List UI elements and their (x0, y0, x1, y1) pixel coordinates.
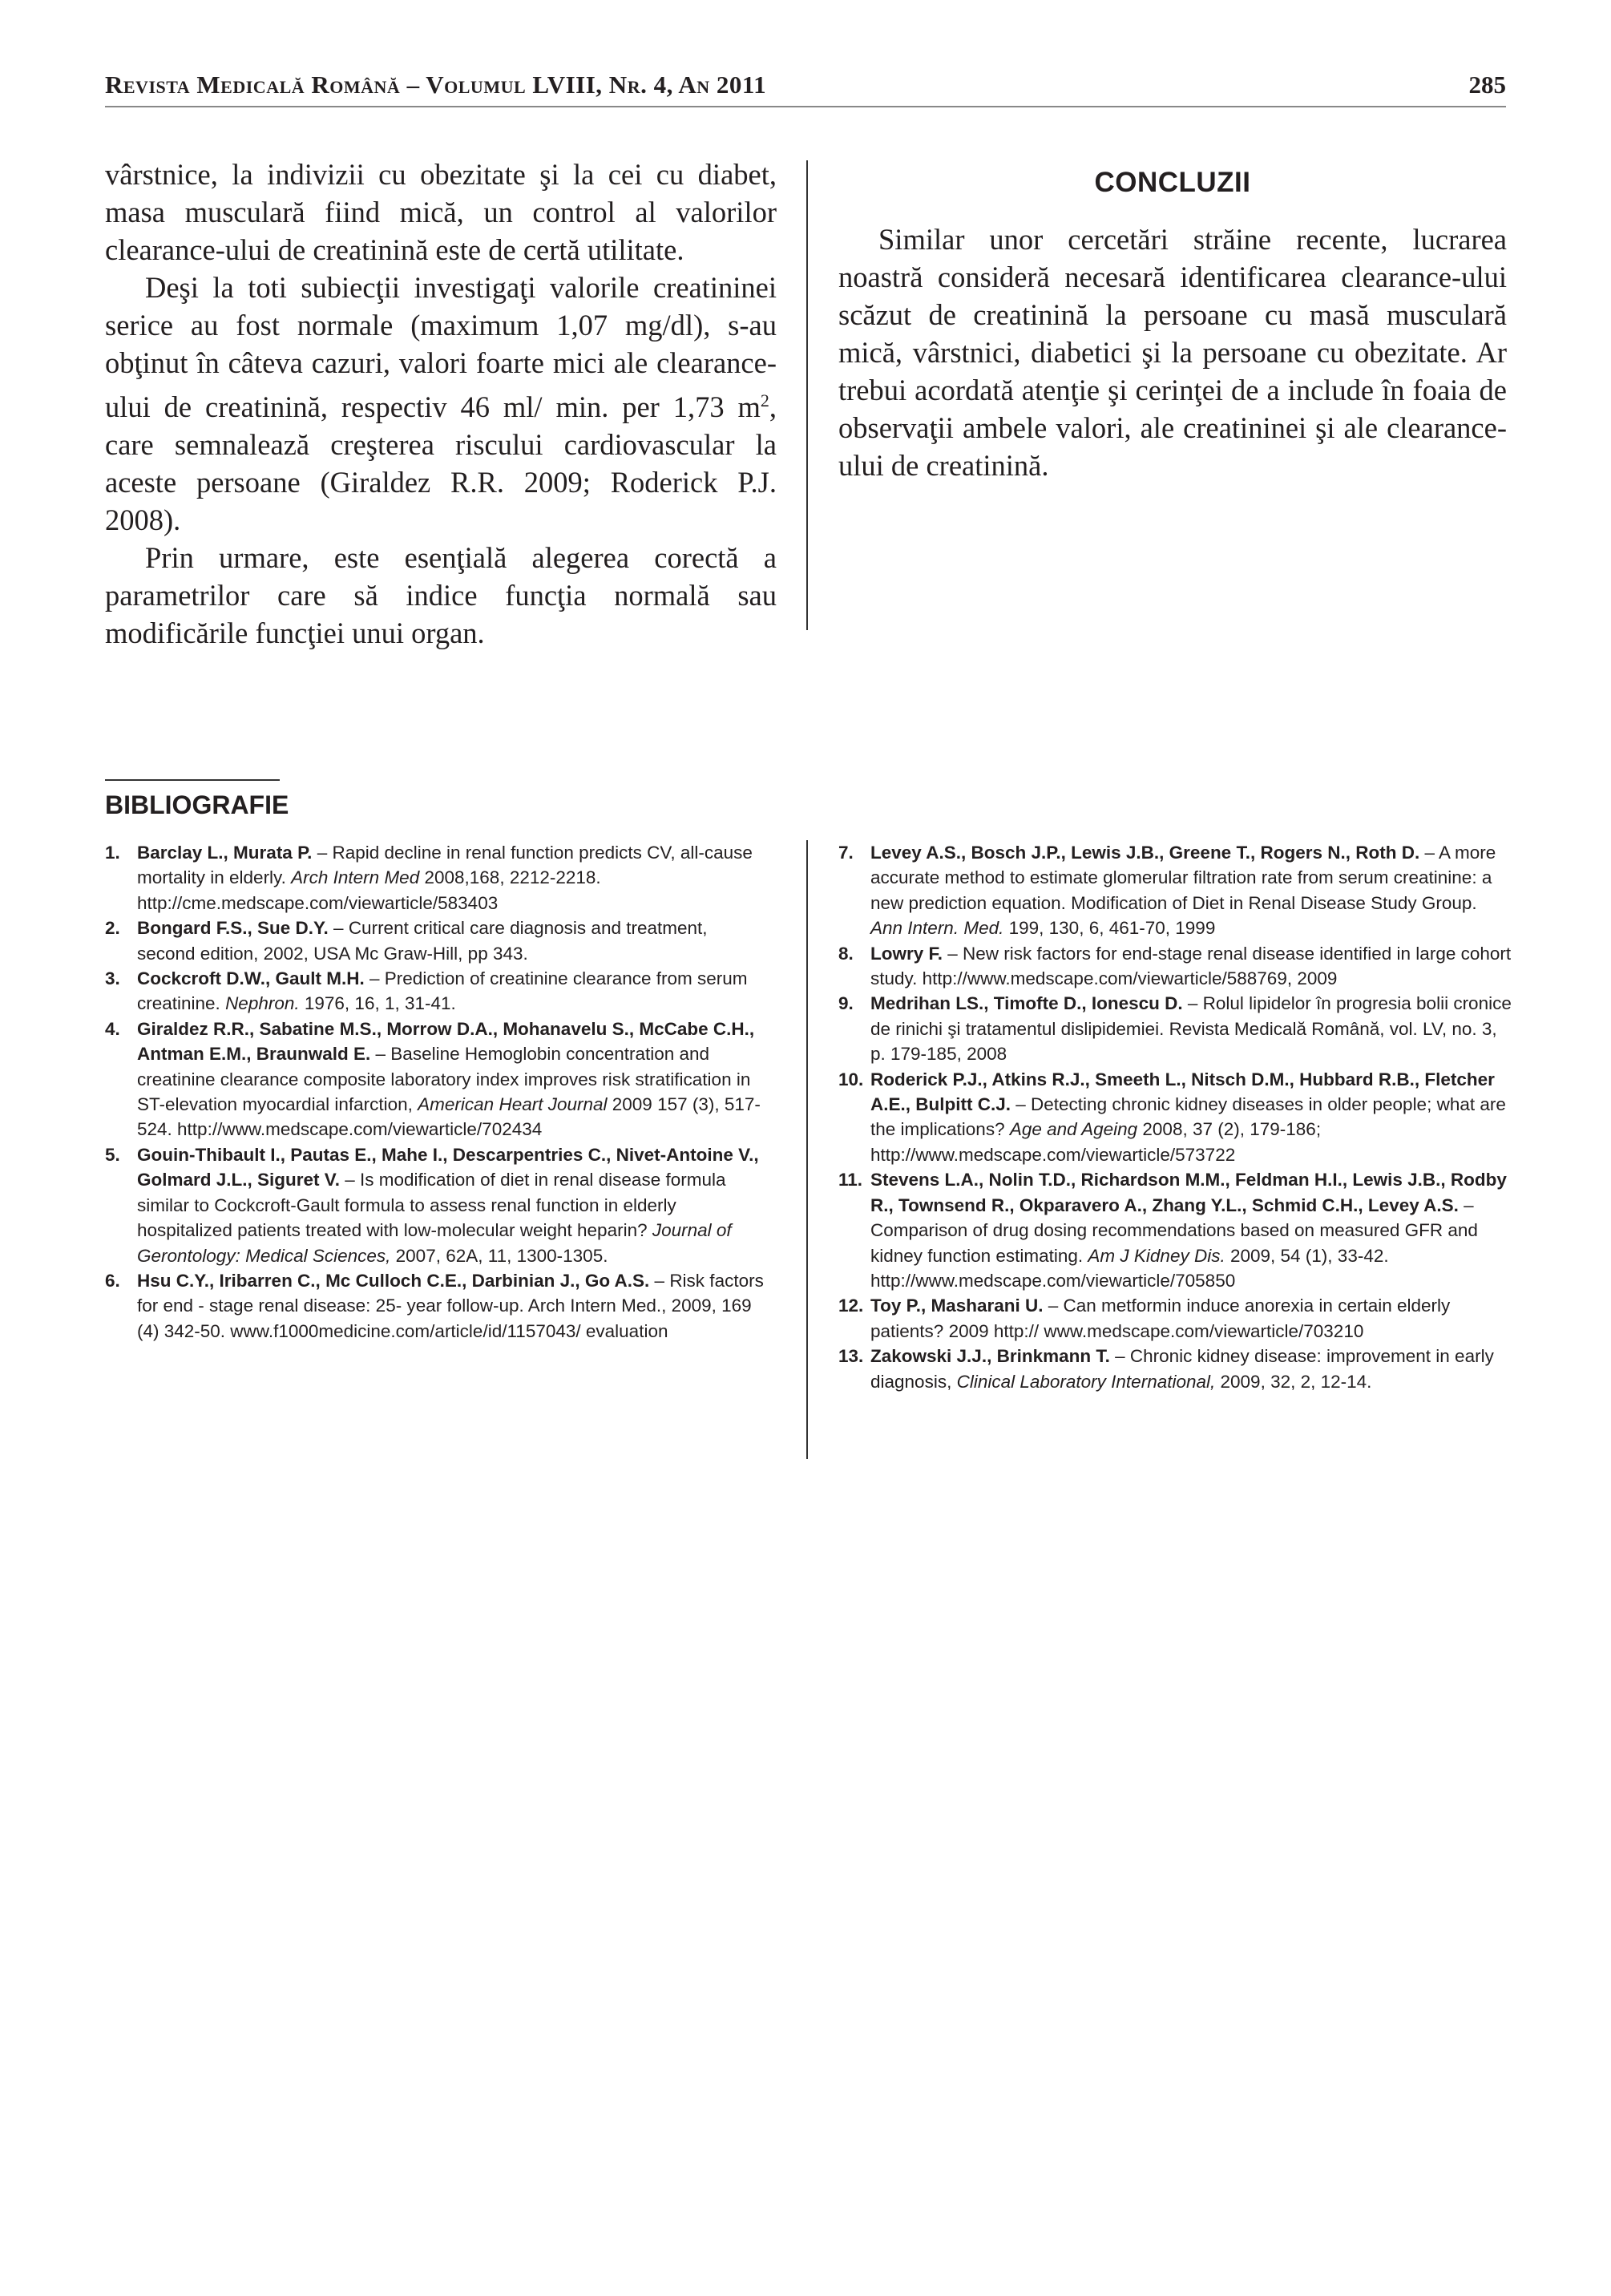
reference-text: – A more accurate method to estimate glomerular filtration rate from serum creatinine: a new prediction equation. Modification of Diet in Renal Disease Study Group. (870, 843, 1496, 913)
reference-authors: Levey A.S., Bosch J.P., Lewis J.B., Greene T., Rogers N., Roth D. (870, 843, 1420, 863)
reference-text: – Rapid decline in renal function predicts CV, all-cause mortality in elderly. (137, 843, 753, 888)
reference-journal: Ann Intern. Med. (870, 918, 1004, 939)
reference-item (838, 941, 1513, 992)
reference-text: – Comparison of drug dosing recommendations based on measured GFR and kidney function estimating. (870, 1194, 1478, 1266)
reference-number: 2. (105, 918, 120, 939)
journal-title: Revista Medicală Română – Volumul LVIII, Nr. 4, An 2011 (105, 71, 767, 99)
reference-number: 8. (838, 943, 854, 964)
page-number: 285 (1468, 71, 1506, 99)
reference-item (105, 1017, 770, 1142)
reference-item (838, 840, 1513, 941)
reference-journal: Clinical Laboratory International, (956, 1371, 1216, 1392)
reference-number: 5. (105, 1144, 120, 1165)
reference-journal: Am J Kidney Dis. (1088, 1245, 1225, 1266)
reference-authors: Barclay L., Murata P. (137, 843, 313, 863)
section-title: CONCLUZII (1094, 167, 1251, 198)
reference-authors: Bongard F.S., Sue D.Y. (137, 918, 329, 939)
reference-text: – Baseline Hemoglobin concentration and creatinine clearance composite laboratory index improves risk stratification in ST-elevation myocardial infarction, (137, 1044, 751, 1115)
reference-number: 3. (105, 968, 120, 989)
reference-details: 199, 130, 6, 461-70, 1999 (1003, 918, 1216, 939)
reference-authors: Stevens L.A., Nolin T.D., Richardson M.M., Feldman H.I., Lewis J.B., Rodby R., Townsend R., Okparavero A., Zhang Y.L., Schmid C.H., Levey A.S. (870, 1170, 1507, 1215)
reference-item (838, 1167, 1513, 1293)
reference-journal: Arch Intern Med (291, 867, 420, 888)
paragraph-text: Deşi la toti subiecţii investigaţi valorile creatininei serice au fost normale (maximum 1,07 mg/dl), s-au obţinut în câteva cazuri, valori foarte mici ale clearance-ului de creatinină, respectiv 46 ml/ min. per 1,73 m (105, 271, 777, 424)
reference-authors: Medrihan LS., Timofte D., Ionescu D. (870, 993, 1183, 1014)
reference-text: – Can metformin induce anorexia in certain elderly patients? 2009 http:// www.medscape.com/viewarticle/703210 (870, 1296, 1451, 1341)
reference-journal: Age and Ageing (1009, 1119, 1138, 1140)
reference-authors: Hsu C.Y., Iribarren C., Mc Culloch C.E., Darbinian J., Go A.S. (137, 1270, 650, 1291)
reference-number: 7. (838, 843, 854, 863)
reference-details: 2008, 37 (2), 179-186; http://www.medscape.com/viewarticle/573722 (870, 1119, 1322, 1165)
body-column-right (838, 156, 1507, 484)
column-divider (806, 160, 808, 630)
bibliography-title: BIBLIOGRAFIE (105, 790, 289, 819)
reference-authors: Cockcroft D.W., Gault M.H. (137, 968, 365, 989)
column-divider (806, 840, 808, 1459)
reference-text: – Rolul lipidelor în progresia bolii cronice de rinichi şi tratamentul dislipidemiei. Revista Medicală Română, vol. LV, no. 3, p. 179-185, 2008 (870, 993, 1512, 1065)
reference-number: 12. (838, 1296, 864, 1316)
reference-authors: Roderick P.J., Atkins R.J., Smeeth L., Nitsch D.M., Hubbard R.B., Fletcher A.E., Bulpitt C.J. (870, 1069, 1495, 1115)
reference-text: – Risk factors for end - stage renal disease: 25- year follow-up. Arch Intern Med., 2009, 169 (4) 342-50. www.f1000medicine.com/article/id/1157043/ evaluation (137, 1270, 764, 1341)
reference-details: 2009 157 (3), 517-524. http://www.medscape.com/viewarticle/702434 (137, 1094, 761, 1140)
paragraph-text: , care semnalează creşterea riscului cardiovascular la aceste persoane (Giraldez R.R. 2009; Roderick P.J. 2008). (105, 390, 777, 537)
reference-authors: Gouin-Thibault I., Pautas E., Mahe I., Descarpentries C., Nivet-Antoine V., Golmard J.L., Siguret V. (137, 1144, 759, 1190)
reference-list-right (838, 840, 1513, 1394)
reference-item (105, 966, 770, 1017)
reference-number: 4. (105, 1018, 120, 1039)
reference-number: 1. (105, 843, 120, 863)
running-header (105, 71, 1506, 107)
reference-details: 2007, 62A, 11, 1300-1305. (390, 1245, 608, 1266)
reference-text: – Current critical care diagnosis and treatment, second edition, 2002, USA Mc Graw-Hill, pp 343. (137, 918, 708, 964)
paragraph (105, 269, 777, 539)
reference-text: – Detecting chronic kidney diseases in older people; what are the implications? (870, 1094, 1506, 1140)
reference-journal: Journal of Gerontology: Medical Sciences, (137, 1220, 732, 1266)
reference-item (105, 916, 770, 966)
reference-text: – Prediction of creatinine clearance from serum creatinine. (137, 968, 748, 1014)
reference-details: 2008,168, 2212-2218. http://cme.medscape.com/viewarticle/583403 (137, 867, 601, 913)
body-column-left (105, 156, 777, 652)
reference-item (838, 1344, 1513, 1394)
paragraph: Similar unor cercetări străine recente, lucrarea noastră consideră necesară identificarea clearance-ului scăzut de creatinină la persoane cu masă musculară mică, vârstnici, diabetici şi la persoane cu obezitate. Ar trebui acordată atenţie şi cerinţei de a include în foaia de observaţii ambele valori, ale creatininei şi ale clearance-ului de creatinină. (838, 223, 1507, 482)
reference-number: 10. (838, 1069, 864, 1089)
reference-item (838, 1067, 1513, 1168)
reference-details: 1976, 16, 1, 31-41. (299, 993, 456, 1014)
reference-authors: Lowry F. (870, 943, 943, 964)
paragraph: Prin urmare, este esenţială alegerea corectă a parametrilor care să indice funcţia normală sau modificările funcţiei unui organ. (105, 541, 777, 650)
reference-details: 2009, 32, 2, 12-14. (1215, 1371, 1372, 1392)
reference-authors: Zakowski J.J., Brinkmann T. (870, 1346, 1110, 1367)
superscript: 2 (760, 390, 769, 410)
reference-number: 13. (838, 1346, 864, 1367)
reference-number: 11. (838, 1170, 863, 1190)
paragraph: vârstnice, la indivizii cu obezitate şi la cei cu diabet, masa musculară fiind mică, un control al valorilor clearance-ului de creatinină este de certă utilitate. (105, 158, 777, 266)
reference-journal: American Heart Journal (418, 1094, 608, 1115)
reference-list-left (105, 840, 770, 1344)
reference-number: 9. (838, 993, 854, 1014)
reference-authors: Toy P., Masharani U. (870, 1296, 1044, 1316)
reference-text: – New risk factors for end-stage renal disease identified in large cohort study. http://www.medscape.com/viewarticle/588769, 2009 (870, 943, 1512, 989)
reference-journal: Nephron. (225, 993, 300, 1014)
reference-text: – Is modification of diet in renal disease formula similar to Cockcroft-Gault formula to assess renal function in elderly hospitalized patients treated with low-molecular weight heparin? (137, 1170, 726, 1241)
reference-details: 2009, 54 (1), 33-42. http://www.medscape.com/viewarticle/705850 (870, 1245, 1389, 1291)
reference-item (105, 1268, 770, 1344)
reference-authors: Giraldez R.R., Sabatine M.S., Morrow D.A., Mohanavelu S., McCabe C.H., Antman E.M., Braunwald E. (137, 1018, 755, 1065)
bibliography-rule (105, 779, 280, 781)
reference-item (838, 1293, 1513, 1344)
reference-item (838, 991, 1513, 1066)
reference-item (105, 840, 770, 916)
reference-number: 6. (105, 1270, 120, 1291)
reference-text: – Chronic kidney disease: improvement in early diagnosis, (870, 1346, 1494, 1392)
reference-item (105, 1142, 770, 1268)
